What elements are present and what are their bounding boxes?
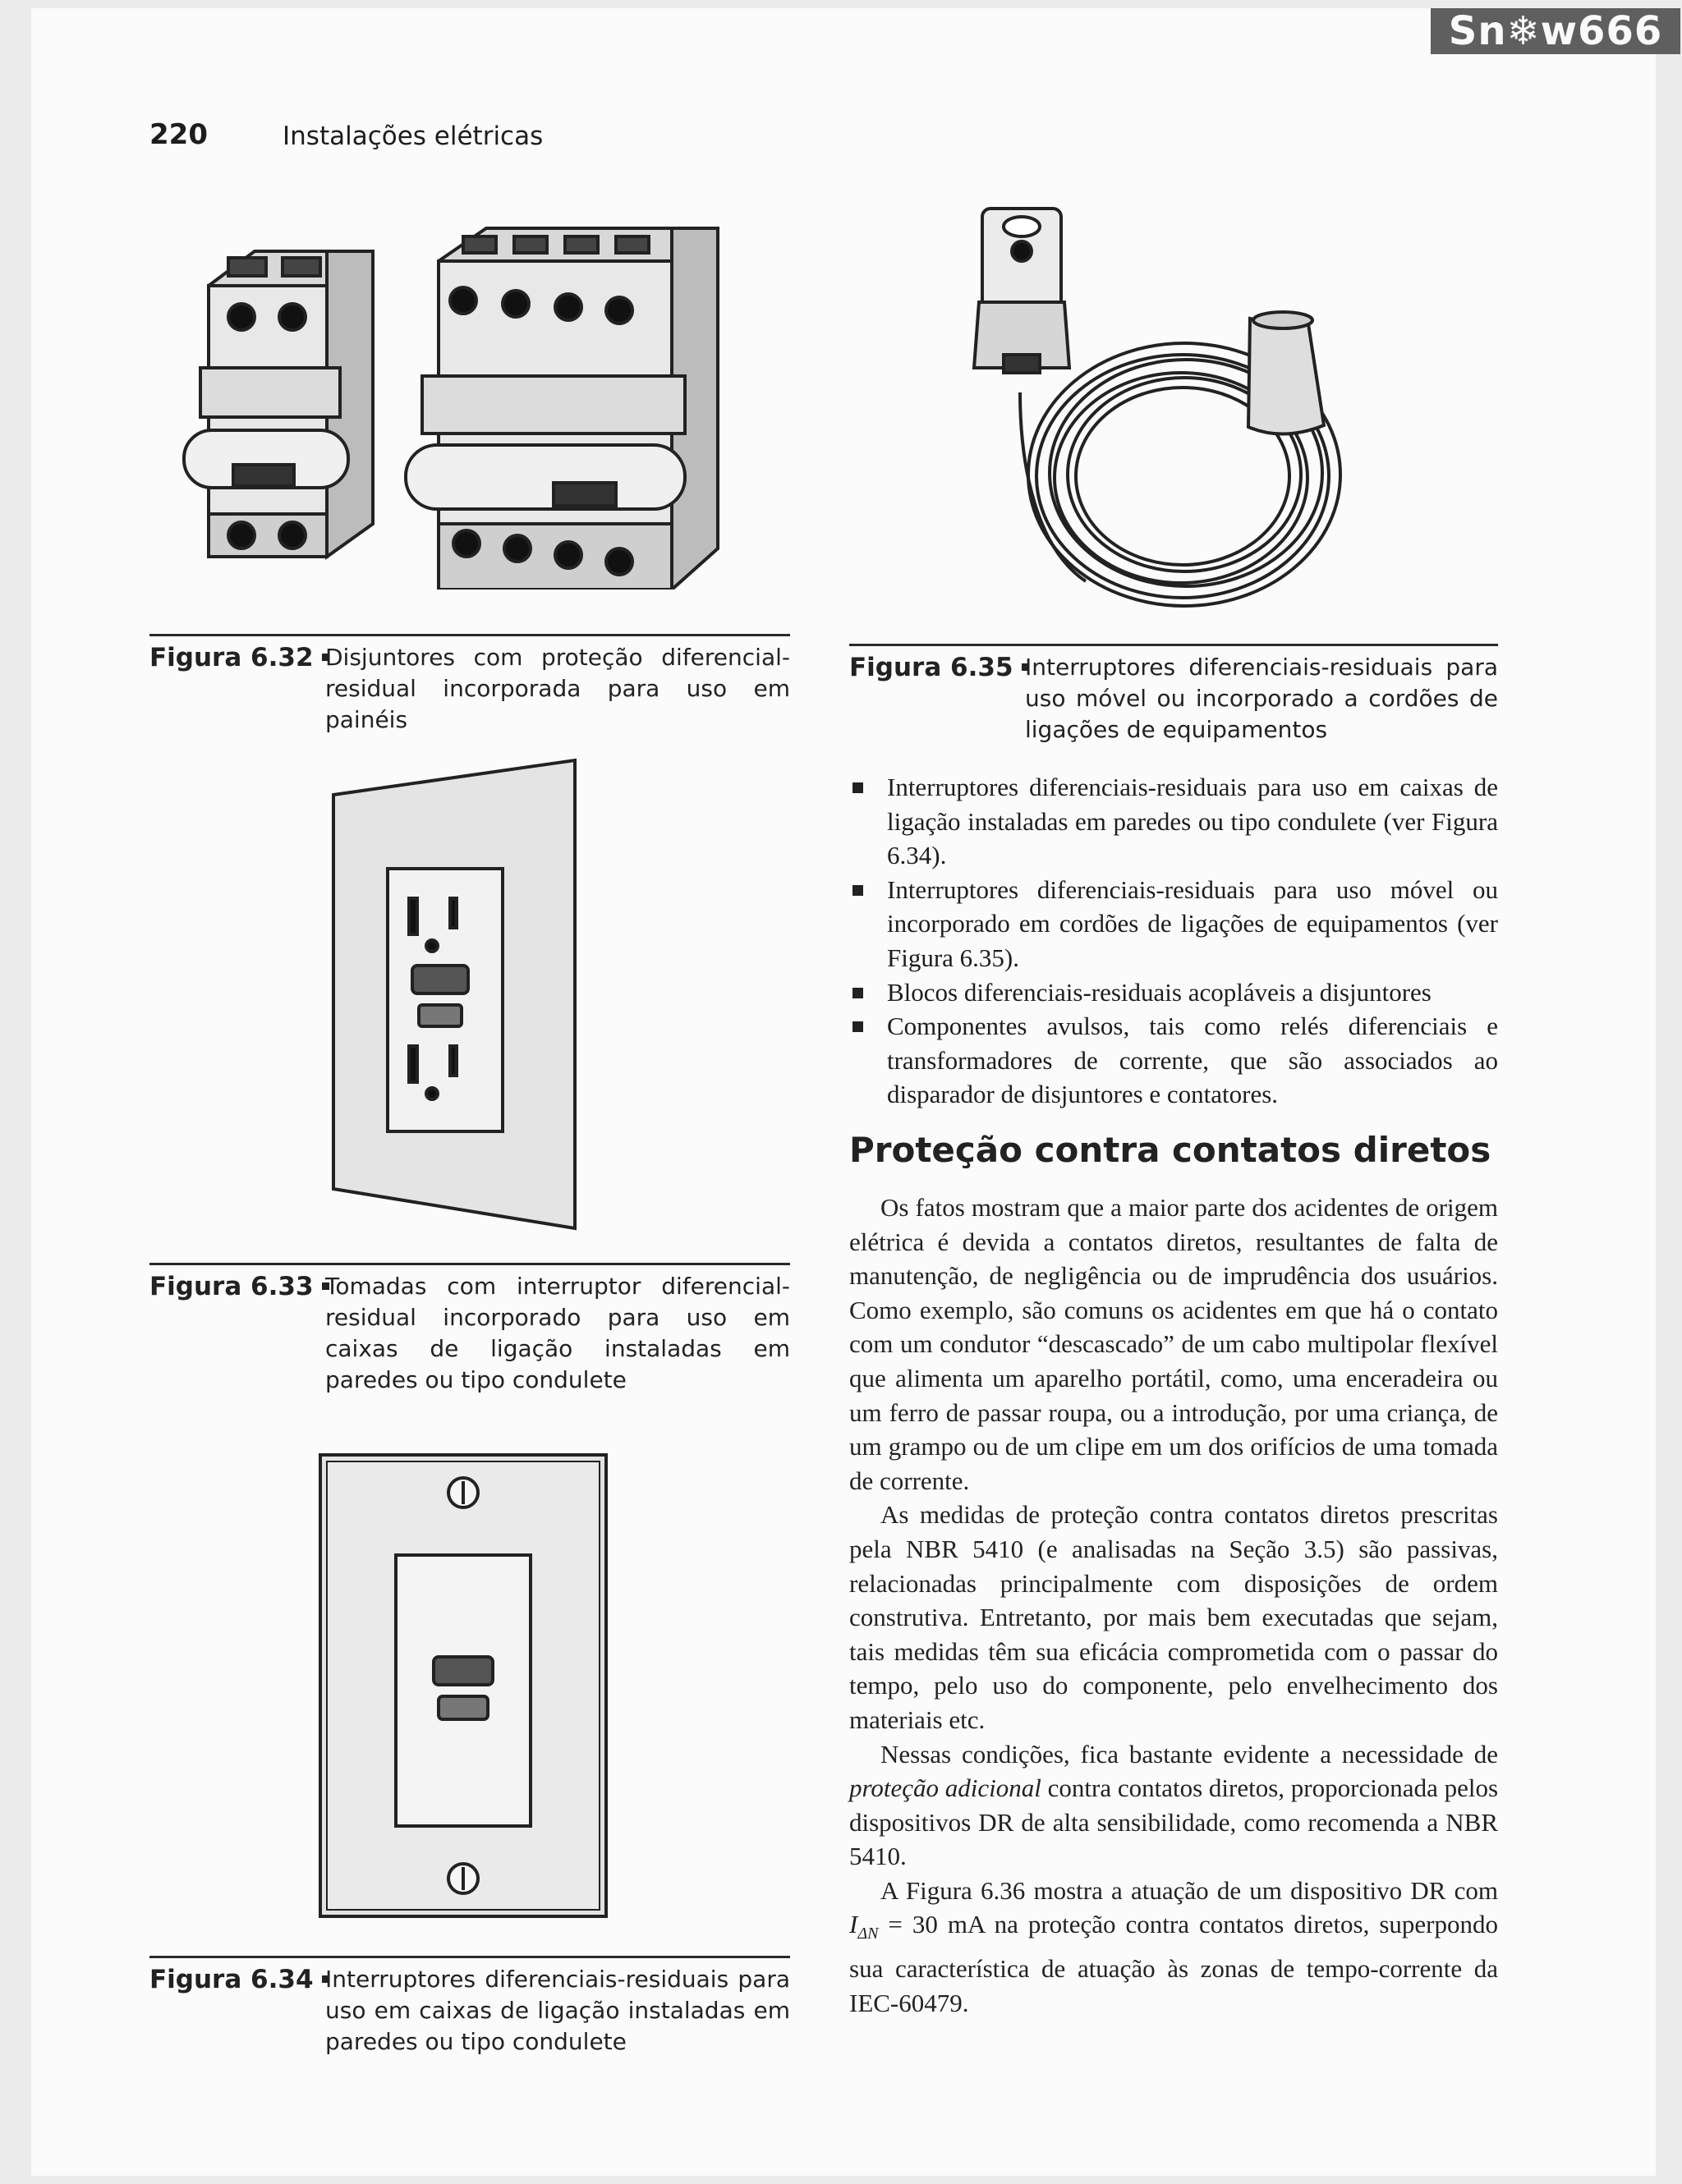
watermark-logo: Sn❄w666 bbox=[1431, 8, 1680, 54]
bullet-square-icon bbox=[852, 782, 863, 793]
figure-6-35-rule bbox=[849, 644, 1498, 646]
figure-caption-text: Interruptores diferenciais-residuais para uso em caixas de ligação instaladas em paredes ou tipo condulete bbox=[325, 1966, 790, 2055]
figure-caption-text: Interruptores diferenciais-residuais para uso móvel ou incorporado a cordões de ligações de equipamentos bbox=[1025, 654, 1498, 743]
figure-6-35-caption bbox=[849, 652, 1498, 750]
figure-6-32-rule bbox=[149, 634, 790, 636]
figure-6-32-breakers-illustration bbox=[176, 212, 734, 590]
bullet-square-icon bbox=[852, 988, 863, 998]
running-title: Instalações elétricas bbox=[283, 122, 544, 151]
bullet-square-icon bbox=[852, 885, 863, 896]
figure-6-35-portable-gfci-cord-illustration bbox=[971, 204, 1349, 614]
figure-label: Figura 6.32 bbox=[149, 642, 338, 673]
list-item: Interruptores diferenciais-residuais para uso em caixas de ligação instaladas em paredes ou tipo condulete (ver Figura 6.34). bbox=[849, 770, 1498, 873]
figure-label: Figura 6.33 bbox=[149, 1271, 338, 1302]
figure-label: Figura 6.34 bbox=[149, 1964, 338, 1995]
figure-caption-text: Tomadas com interruptor diferencial-residual incorporado para uso em caixas de ligação instaladas em paredes ou tipo condulete bbox=[325, 1273, 790, 1393]
figure-6-33-receptacle-illustration bbox=[327, 754, 581, 1235]
paragraph: Nessas condições, fica bastante evidente a necessidade de proteção adicional contra contatos diretos, proporcionada pelos dispositivos DR de alta sensibilidade, como recomenda a NBR 5410. bbox=[849, 1739, 1499, 1871]
section-heading: Proteção contra contatos diretos bbox=[849, 1130, 1491, 1170]
paragraph: A Figura 6.36 mostra a atuação de um dispositivo DR com $I_{\Delta N} = 30$ mA na proteção contra contatos diretos, superpondo sua característica de atuação às zonas de tempo-corrente da IEC-60479. bbox=[849, 1875, 1498, 2017]
figure-6-34-caption bbox=[149, 1964, 790, 2062]
figure-6-33-caption bbox=[149, 1271, 790, 1402]
section-body bbox=[849, 1191, 1498, 2020]
list-item: Blocos diferenciais-residuais acopláveis a disjuntores bbox=[849, 975, 1498, 1010]
figure-6-33-rule bbox=[149, 1263, 790, 1265]
bullet-list bbox=[849, 770, 1498, 1112]
bullet-square-icon bbox=[852, 1021, 863, 1032]
emphasis: proteção adicional bbox=[849, 1773, 1041, 1803]
paragraph: As medidas de proteção contra contatos diretos prescritas pela NBR 5410 (e analisadas na Seção 3.5) são passivas, relacionadas principalmente com disposições de ordem construtiva. Entretanto, por mais bem executadas que sejam, tais medidas têm sua eficácia comprometida com o passar do tempo, pelo uso do componente, pelo envelhecimento dos materiais etc. bbox=[849, 1500, 1498, 1734]
figure-6-34-rule bbox=[149, 1956, 790, 1958]
paragraph: Os fatos mostram que a maior parte dos acidentes de origem elétrica é devida a contatos diretos, resultantes de falta de manutenção, de negligência ou de imprudência dos usuários. Como exemplo, são comuns os acidentes em que há o contato com um condutor “descascado” de um cabo multipolar flexível que alimenta um aparelho portátil, como, uma enceradeira ou um ferro de passar roupa, ou a introdução, por uma criança, de um grampo ou de um clipe em um dos orifícios de uma tomada de corrente. bbox=[849, 1193, 1498, 1495]
symbol-i-delta-n: $I_{\Delta N}$ bbox=[849, 1910, 879, 1943]
figure-6-32-caption bbox=[149, 642, 790, 733]
figure-label: Figura 6.35 bbox=[849, 652, 1037, 683]
figure-6-34-gfci-illustration bbox=[315, 1450, 611, 1921]
page-number: 220 bbox=[149, 118, 208, 151]
list-item: Interruptores diferenciais-residuais para uso móvel ou incorporado em cordões de ligações de equipamentos (ver Figura 6.35). bbox=[849, 873, 1498, 975]
list-item: Componentes avulsos, tais como relés diferenciais e transformadores de corrente, que são associados ao disparador de disjuntores e contatores. bbox=[849, 1009, 1498, 1112]
figure-caption-text: Disjuntores com proteção diferencial-residual incorporada para uso em painéis bbox=[325, 644, 790, 733]
